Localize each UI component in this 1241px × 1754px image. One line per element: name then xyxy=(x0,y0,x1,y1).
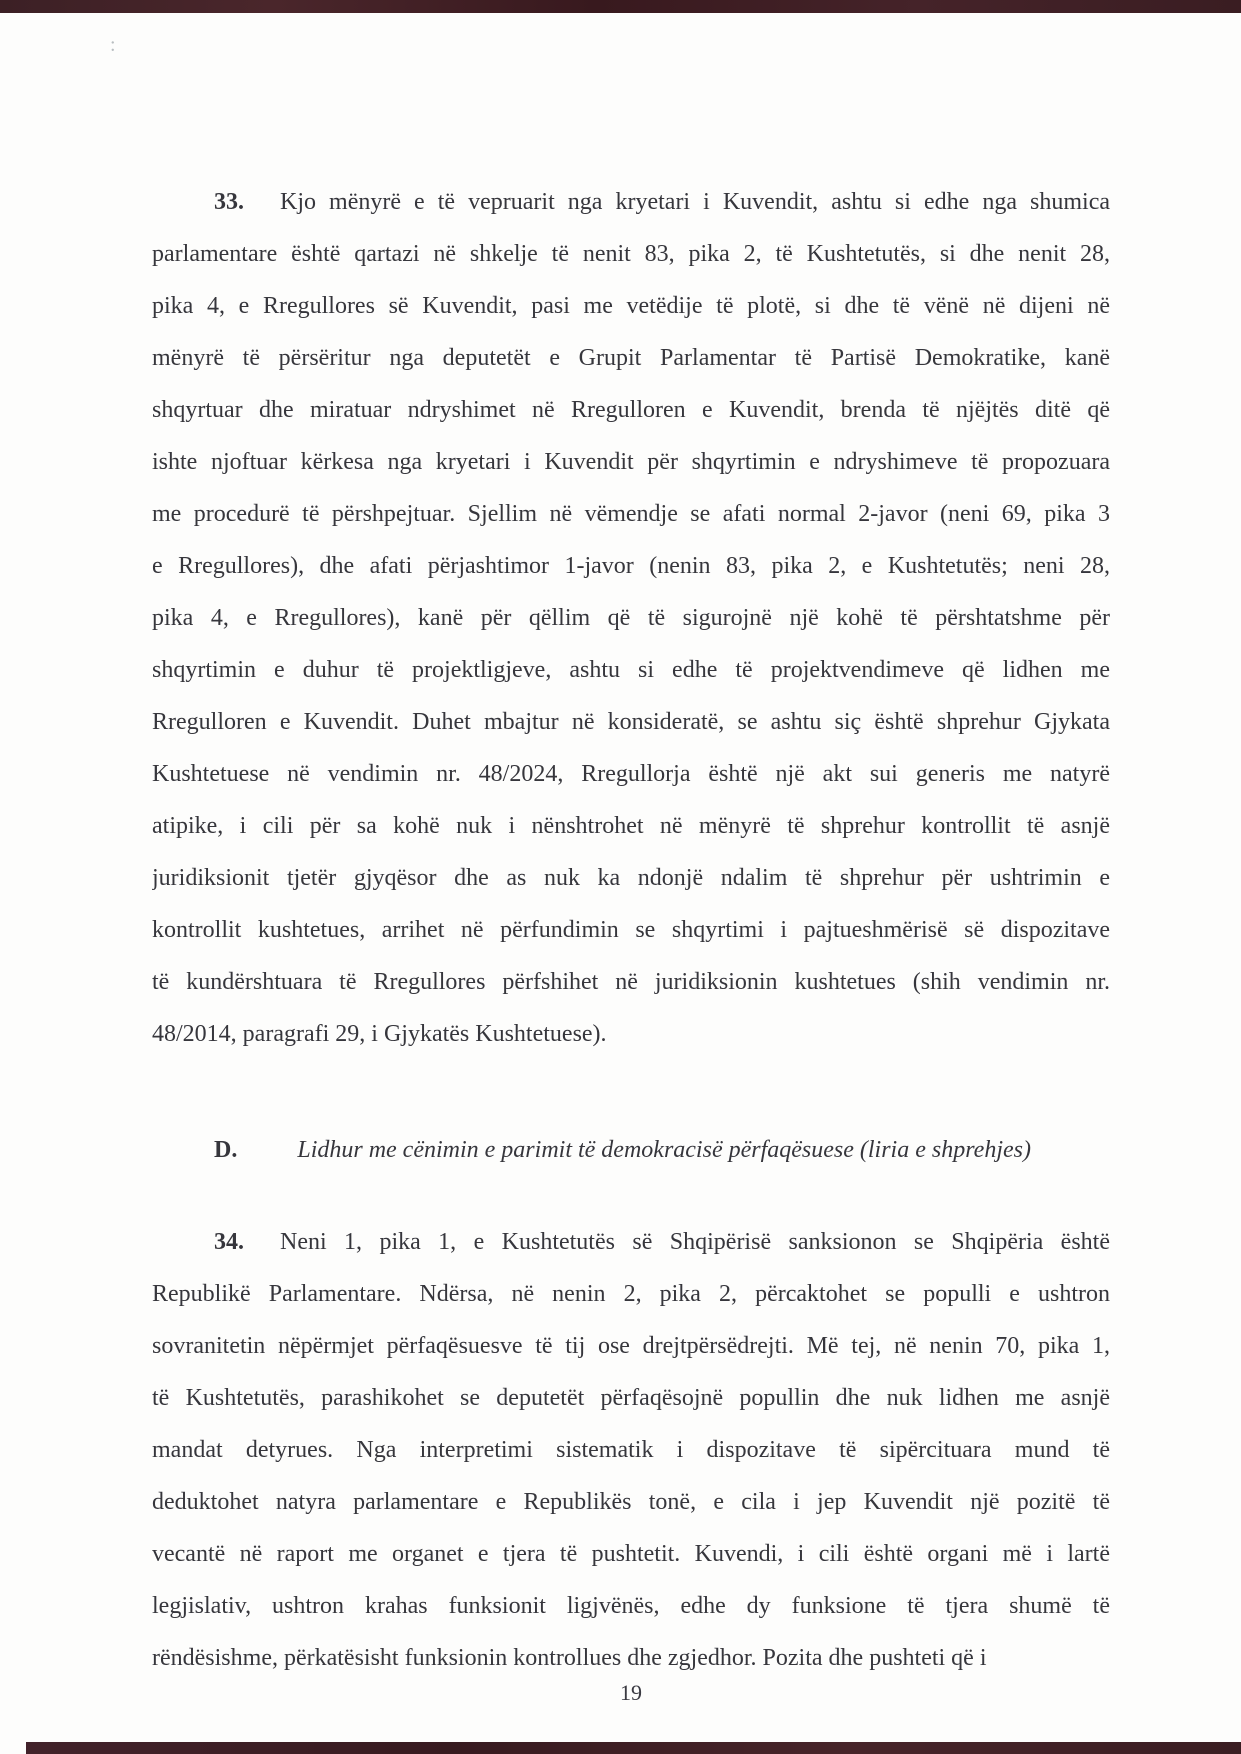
paragraph-33-line-2: parlamentare është qartazi në shkelje të nenit 83, pika 2, të Kushtetutës, si dhe nenit 28, xyxy=(152,241,1110,267)
paragraph-34-line-7: vecantë në raport me organet e tjera të pushtetit. Kuvendi, i cili është organi më i lartë xyxy=(152,1541,1110,1567)
paragraph-33-line-8: e Rregullores), dhe afati përjashtimor 1-javor (nenin 83, pika 2, e Kushtetutës; neni 28, xyxy=(152,553,1110,579)
paragraph-33-line-7: me procedurë të përshpejtuar. Sjellim në vëmendje se afati normal 2-javor (neni 69, pika 3 xyxy=(152,501,1110,527)
scan-edge-bar-top xyxy=(0,0,1241,13)
page-number: 19 xyxy=(620,1680,642,1705)
paragraph-33-line-4: mënyrë të përsëritur nga deputetët e Grupit Parlamentar të Partisë Demokratike, kanë xyxy=(152,345,1110,371)
scan-smudge-mark: : xyxy=(110,34,117,56)
paragraph-34-line-2: Republikë Parlamentare. Ndërsa, në nenin 2, pika 2, përcaktohet se populli e ushtron xyxy=(152,1281,1110,1307)
section-heading-letter: D. xyxy=(214,1137,238,1163)
paragraph-33-line-12: Kushtetuese në vendimin nr. 48/2024, Rregullorja është një akt sui generis me natyrë xyxy=(152,761,1110,787)
paragraph-34-line-6: deduktohet natyra parlamentare e Republikës tonë, e cila i jep Kuvendit një pozitë të xyxy=(152,1489,1110,1515)
paragraph-33-line-14: juridiksionit tjetër gjyqësor dhe as nuk ka ndonjë ndalim të shprehur për ushtrimin e xyxy=(152,865,1110,891)
section-heading-d xyxy=(152,1124,1110,1176)
paragraph-34-line-9: rëndësishme, përkatësisht funksionin kontrollues dhe zgjedhor. Pozita dhe pushteti që i xyxy=(152,1645,987,1671)
section-heading-title: Lidhur me cënimin e parimit të demokracisë përfaqësuese (liria e shprehjes) xyxy=(297,1137,1031,1163)
scan-edge-bar-bottom xyxy=(26,1742,1241,1754)
paragraph-33-line-5: shqyrtuar dhe miratuar ndryshimet në Rregulloren e Kuvendit, brenda të njëjtës ditë që xyxy=(152,397,1110,423)
paragraph-34-number: 34. xyxy=(214,1229,244,1255)
paragraph-33-line-15: kontrollit kushtetues, arrihet në përfundimin se shqyrtimi i pajtueshmërisë së dispozitave xyxy=(152,917,1110,943)
paragraph-34-line-4: të Kushtetutës, parashikohet se deputetët përfaqësojnë popullin dhe nuk lidhen me asnjë xyxy=(152,1385,1110,1411)
document-body xyxy=(152,176,1110,1684)
paragraph-33-number: 33. xyxy=(214,189,244,215)
paragraph-33-line-11: Rregulloren e Kuvendit. Duhet mbajtur në konsideratë, se ashtu siç është shprehur Gjykata xyxy=(152,709,1110,735)
paragraph-33-text: Kjo mënyrë e të vepruarit nga kryetari i Kuvendit, ashtu si edhe nga shumica xyxy=(280,189,1110,215)
paragraph-33-line-1 xyxy=(152,176,1110,228)
paragraph-33-line-17: 48/2014, paragrafi 29, i Gjykatës Kushtetuese). xyxy=(152,1021,607,1047)
paragraph-33-line-16: të kundërshtuara të Rregullores përfshihet në juridiksionin kushtetues (shih vendimin nr. xyxy=(152,969,1110,995)
paragraph-33-line-13: atipike, i cili për sa kohë nuk i nënshtrohet në mënyrë të shprehur kontrollit të asnjë xyxy=(152,813,1110,839)
paragraph-33-line-3: pika 4, e Rregullores së Kuvendit, pasi me vetëdije të plotë, si dhe të vënë në dijeni në xyxy=(152,293,1110,319)
paragraph-34-line-3: sovranitetin nëpërmjet përfaqësuesve të tij ose drejtpërsëdrejti. Më tej, në nenin 70, pika 1, xyxy=(152,1333,1110,1359)
paragraph-34-text: Neni 1, pika 1, e Kushtetutës së Shqipërisë sanksionon se Shqipëria është xyxy=(280,1229,1110,1255)
paragraph-33-line-10: shqyrtimin e duhur të projektligjeve, ashtu si edhe të projektvendimeve që lidhen me xyxy=(152,657,1110,683)
paragraph-34-line-1 xyxy=(152,1216,1110,1268)
paragraph-34-line-5: mandat detyrues. Nga interpretimi sistematik i dispozitave të sipërcituara mund të xyxy=(152,1437,1110,1463)
paragraph-33-line-9: pika 4, e Rregullores), kanë për qëllim që të sigurojnë një kohë të përshtatshme për xyxy=(152,605,1110,631)
vertical-gap xyxy=(152,1060,1110,1124)
vertical-gap xyxy=(152,1176,1110,1216)
paragraph-34-line-8: legjislativ, ushtron krahas funksionit ligjvënës, edhe dy funksione të tjera shumë të xyxy=(152,1593,1110,1619)
paragraph-33-line-6: ishte njoftuar kërkesa nga kryetari i Kuvendit për shqyrtimin e ndryshimeve të propozuara xyxy=(152,449,1110,475)
